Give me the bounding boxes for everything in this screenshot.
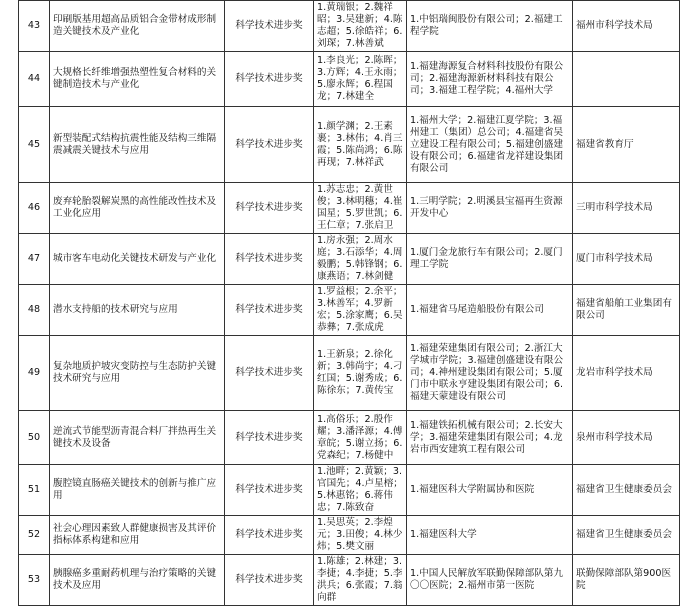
main-organizations: 1.中国人民解放军联勤保障部队第九〇〇医院；2.福州市第一医院 bbox=[407, 555, 573, 606]
table-row bbox=[19, 107, 680, 183]
table-row bbox=[19, 52, 680, 107]
main-organizations: 1.福建医科大学附属协和医院 bbox=[407, 465, 573, 516]
project-title: 城市客车电动化关键技术研发与产业化 bbox=[50, 234, 225, 285]
project-title: 大规格长纤维增强热塑性复合材料的关键制造技术与产业化 bbox=[50, 52, 225, 107]
award-type: 科学技术进步奖 bbox=[225, 107, 314, 183]
award-type: 科学技术进步奖 bbox=[225, 465, 314, 516]
main-contributors: 1.高俗乐；2.殷作耀；3.潘泽源；4.傅章皖；5.谢立扬；6.党森纪；7.杨健中 bbox=[314, 411, 407, 465]
row-number: 51 bbox=[19, 465, 50, 516]
main-organizations: 1.福建省马尾造船股份有限公司 bbox=[407, 285, 573, 336]
nominator: 联勤保障部队第900医院 bbox=[573, 555, 680, 606]
nominator: 泉州市科学技术局 bbox=[573, 411, 680, 465]
main-organizations: 1.厦门金龙旅行车有限公司；2.厦门理工学院 bbox=[407, 234, 573, 285]
table-row bbox=[19, 411, 680, 465]
project-title: 印刷版基用超高品质铝合金带材成形制造关键技术及产业化 bbox=[50, 1, 225, 52]
table-row bbox=[19, 1, 680, 52]
nominator: 福建省船舶工业集团有限公司 bbox=[573, 285, 680, 336]
main-organizations: 1.福州大学；2.福建江夏学院；3.福州建工（集团）总公司；4.福建省吴立建设工程有限公司；5.福建创盛建设有限公司；6.福建省龙祥建设集团有限公司 bbox=[407, 107, 573, 183]
main-organizations: 1.福建荣建集团有限公司；2.浙江大学城市学院；3.福建创盛建设有限公司；4.神州建设集团有限公司；5.厦门市中联永亨建设集团有限公司；6.福建天蒙建设有限公司 bbox=[407, 336, 573, 411]
table-row bbox=[19, 555, 680, 606]
award-type: 科学技术进步奖 bbox=[225, 234, 314, 285]
project-title: 废弃轮胎裂解炭黑的高性能改性技术及工业化应用 bbox=[50, 183, 225, 234]
table-row bbox=[19, 336, 680, 411]
nominator: 福建省卫生健康委员会 bbox=[573, 465, 680, 516]
project-title: 新型装配式结构抗震性能及结构三维隔震减震关键技术与应用 bbox=[50, 107, 225, 183]
table-row bbox=[19, 516, 680, 555]
award-table-body bbox=[19, 1, 680, 606]
nominator: 福建省教育厅 bbox=[573, 107, 680, 183]
row-number: 48 bbox=[19, 285, 50, 336]
main-contributors: 1.房永强；2.周水庭；3.石添华；4.周毅鹏；5.韩锋钢；6.康燕语；7.林剑健 bbox=[314, 234, 407, 285]
table-row bbox=[19, 465, 680, 516]
project-title: 腹腔镜直肠癌关键技术的创新与推广应用 bbox=[50, 465, 225, 516]
row-number: 52 bbox=[19, 516, 50, 555]
row-number: 47 bbox=[19, 234, 50, 285]
nominator: 福州市科学技术局 bbox=[573, 1, 680, 52]
table-row bbox=[19, 285, 680, 336]
award-type: 科学技术进步奖 bbox=[225, 411, 314, 465]
nominator: 厦门市科学技术局 bbox=[573, 234, 680, 285]
main-contributors: 1.黄瑞银；2.魏祥昭；3.吴建新；4.陈志超；5.徐皓祥；6.刘琛；7.林善斌 bbox=[314, 1, 407, 52]
main-organizations: 1.福建海源复合材料科技股份有限公司；2.福建海源新材料科技有限公司；3.福建工程学院；4.福州大学 bbox=[407, 52, 573, 107]
row-number: 50 bbox=[19, 411, 50, 465]
row-number: 43 bbox=[19, 1, 50, 52]
project-title: 逆流式节能型沥青混合料厂拌热再生关键技术及设备 bbox=[50, 411, 225, 465]
award-type: 科学技术进步奖 bbox=[225, 285, 314, 336]
main-contributors: 1.罗益根；2.余平；3.林善军；4.罗新宏；5.涂家鹰；6.吴恭彝；7.张成虎 bbox=[314, 285, 407, 336]
main-contributors: 1.王新泉；2.徐化新；3.韩尚宇；4.刁红国；5.谢秀成；6.陈徐东；7.黄传宝 bbox=[314, 336, 407, 411]
award-table bbox=[18, 0, 680, 606]
main-contributors: 1.陈雄；2.林建；3.李捷；4.李捷；5.李洪兵；6.张霞；7.翁向群 bbox=[314, 555, 407, 606]
award-type: 科学技术进步奖 bbox=[225, 1, 314, 52]
main-organizations: 1.福建铁拓机械有限公司；2.长安大学；3.福建荣建集团有限公司；4.龙岩市西安建筑工程有限公司 bbox=[407, 411, 573, 465]
main-contributors: 1.池畔；2.黄颖；3.官国先；4.卢星榕；5.林惠铭；6.蒋伟忠；7.陈致奋 bbox=[314, 465, 407, 516]
row-number: 53 bbox=[19, 555, 50, 606]
table-row bbox=[19, 234, 680, 285]
table-row bbox=[19, 183, 680, 234]
main-contributors: 1.李良光；2.陈晖；3.方辉；4.王永雨；5.廖永辉；6.程国龙；7.林建全 bbox=[314, 52, 407, 107]
award-type: 科学技术进步奖 bbox=[225, 516, 314, 555]
main-contributors: 1.颜学渊；2.王素裹；3.林伟；4.肖三霞；5.陈尚鸿；6.陈再现；7.林祥武 bbox=[314, 107, 407, 183]
row-number: 44 bbox=[19, 52, 50, 107]
row-number: 45 bbox=[19, 107, 50, 183]
project-title: 复杂地质护坡灾变防控与生态防护关键技术研究与应用 bbox=[50, 336, 225, 411]
main-organizations: 1.福建医科大学 bbox=[407, 516, 573, 555]
main-organizations: 1.中铝瑞闽股份有限公司；2.福建工程学院 bbox=[407, 1, 573, 52]
nominator: 福建省卫生健康委员会 bbox=[573, 516, 680, 555]
award-type: 科学技术进步奖 bbox=[225, 555, 314, 606]
award-type: 科学技术进步奖 bbox=[225, 183, 314, 234]
row-number: 46 bbox=[19, 183, 50, 234]
main-contributors: 1.苏志忠；2.黄世俊；3.林明穗；4.崔国星；5.罗世凯；6.王仁章；7.张启卫 bbox=[314, 183, 407, 234]
main-organizations: 1.三明学院；2.明溪县宝福再生资源开发中心 bbox=[407, 183, 573, 234]
nominator: 龙岩市科学技术局 bbox=[573, 336, 680, 411]
award-type: 科学技术进步奖 bbox=[225, 52, 314, 107]
main-contributors: 1.吴思英；2.李煌元；3.田俊；4.林少炜；5.樊文丽 bbox=[314, 516, 407, 555]
project-title: 潜水支持船的技术研究与应用 bbox=[50, 285, 225, 336]
award-type: 科学技术进步奖 bbox=[225, 336, 314, 411]
project-title: 社会心理因素致人群健康损害及其评价指标体系构建和应用 bbox=[50, 516, 225, 555]
nominator: 三明市科学技术局 bbox=[573, 183, 680, 234]
nominator bbox=[573, 52, 680, 107]
project-title: 胰腺癌多重耐药机理与治疗策略的关键技术及应用 bbox=[50, 555, 225, 606]
row-number: 49 bbox=[19, 336, 50, 411]
